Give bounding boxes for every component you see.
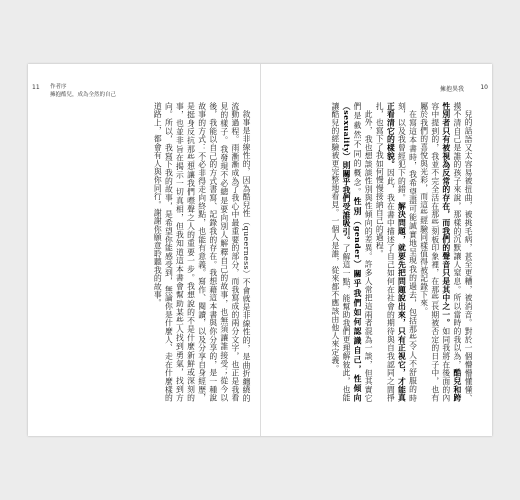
running-head-line: 作者序 xyxy=(50,84,67,90)
running-head xyxy=(50,83,116,99)
text-run: 此外，我也想談談性別與性傾向的差異。許多人常把這兩者混為一談，但其實它們是截然不同的概念。 xyxy=(353,102,374,402)
book-spread xyxy=(28,64,492,436)
paragraph xyxy=(374,102,418,402)
text-run: 寫作、閱讀，以及分享自身經歷，是挺身反抗那些想讓我們噤聲之人的重要一步。我想說的不是什麼新鮮或深刻的事，也並非旨在揭示一切真相，但我知道這本書會幫助某些人找到勇氣，找到方向。所以，我寫下我的故事，是希望你能感受到，無論你是什麼人、走在什麼樣的道路上，都會有人與你同行。謝謝你願意聆聽我的故事。 xyxy=(153,102,207,402)
page-number: 10 xyxy=(480,84,488,91)
paragraph xyxy=(152,102,252,402)
emphasis-text: 解決問題，就要先把問題說出來，只有正視它，才能真正看清它的樣貌。 xyxy=(386,102,407,402)
emphasis-text: 性別（gender）關乎我們如何認識自己，性傾向（sexuality）則關乎我們受誰吸引。 xyxy=(341,102,363,402)
paragraph xyxy=(419,102,474,402)
text-run: 敘事是非線性的，因為酷兒性（queerness）不會就是非線性的，是曲折纏繞的流動過程。雨漸漸成為了我心中最重要的部分，而我寫成的兩分文字，也正是我看見的樣子。我發現不必總是要向別人解釋自己的故事，也無須讓誰接受；從今以後，我能以自己的方式書寫、記錄我的存在。我想藉這本書與你分享的，是一種說故事的方式：不必非得走向終點，也能有意義。 xyxy=(197,102,251,402)
text-run: 因此，我在書中描述了自己如何在社會的期待與自我認同之間掙扎，也寫下了我如何慢慢接納自己的過程。 xyxy=(375,102,396,402)
emphasis-text: 酷兒和跨性別者只有被視為反常的存在，而我們的聲音只是其中之一。 xyxy=(441,102,462,402)
text-run: 如同我將在後面的內容中提到的，我並不完全活在那些刻板印象裡，在那些長期被否定的日子中，也有屬於我們的喜悅與光彩，而這些經驗同樣值得被記錄下來。 xyxy=(419,102,451,402)
text-run: 兒的話語又太容易被扭曲，被挑毛病，甚至更糟，被消音。對於一個懵懵懂懂、摸不清自己是誰的孩子來說，那樣的沉默讓人窒息。所以當時的我以為， xyxy=(452,102,473,402)
right-page xyxy=(260,64,492,436)
body-text xyxy=(270,102,474,402)
body-text xyxy=(56,102,252,402)
page-number: 11 xyxy=(32,84,40,91)
left-page xyxy=(28,64,260,436)
running-head-line: 擁抱酷兒，成為全然的自己 xyxy=(50,92,117,98)
text-run: 在寫這本書時，我希望盡可能誠實地呈現我的過去，包括那些令人不舒服的時刻，以及我曾經犯下的錯。 xyxy=(397,102,418,402)
text-run: 了解這一點，能幫助我們更理解彼此，也能讓酷兒的經驗被更完整地看見。一個人是誰，從來都不應該由他人來定義。 xyxy=(330,102,351,402)
running-head: 擁抱異我 xyxy=(439,86,464,93)
paragraph xyxy=(330,102,374,402)
